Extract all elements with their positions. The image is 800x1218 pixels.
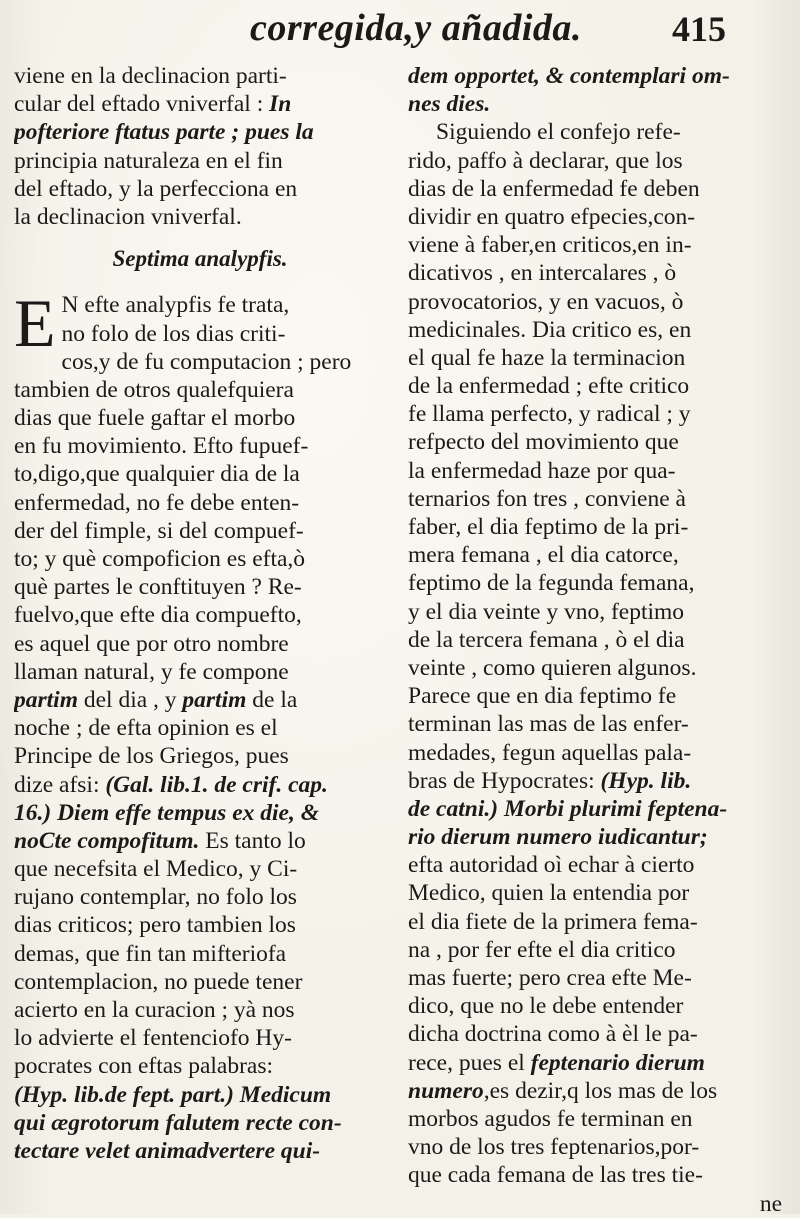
text-line: dico, que no le debe entender — [408, 993, 684, 1020]
text-line: enfermedad, no fe debe enten- — [14, 489, 300, 516]
text-line: cos,y de fu computacion ; pero — [61, 348, 352, 375]
text-line: partim del dia , y partim de la — [14, 686, 298, 713]
text-line: feptimo de la fegunda femana, — [408, 570, 695, 597]
quote-line: de catni.) Morbi plurimi feptena- — [408, 795, 728, 822]
text-line: tambien de otros qualefquiera — [14, 376, 294, 403]
italic-word: partim — [14, 686, 78, 713]
quote-line: tectare velet animadvertere qui- — [14, 1137, 321, 1164]
text-line: de la enfermedad ; efte critico — [408, 373, 690, 400]
text-line: vno de los tres feptenarios,por- — [408, 1134, 700, 1161]
text-line: dize afsi: (Gal. lib.1. de crif. cap. — [14, 771, 328, 798]
text-line: no folo de los dias criti- — [61, 320, 286, 347]
text-line: bras de Hypocrates: (Hyp. lib. — [408, 767, 692, 794]
text-line: dias que fuele gaftar el morbo — [14, 405, 296, 432]
text-line: el qual fe haze la terminacion — [408, 344, 686, 371]
text-line: ternarios fon tres , conviene à — [408, 485, 686, 512]
text-line: que necefsita el Medico, y Ci- — [14, 856, 298, 883]
quote-line: nes dies. — [408, 91, 491, 118]
citation: (Hyp. lib.de fept. part.) Medicum — [14, 1081, 332, 1108]
text-line: principia naturaleza en el fin — [14, 147, 283, 174]
citation: (Hyp. lib. — [600, 767, 692, 794]
text-line: rido, paffo à declarar, que los — [408, 147, 683, 174]
italic-word: In — [269, 91, 292, 118]
citation: (Gal. lib.1. de crif. cap. — [105, 771, 328, 798]
text-line: Principe de los Griegos, pues — [14, 743, 289, 770]
text-line: pocrates con eftas palabras: — [14, 1053, 274, 1080]
quote-line: qui ægrotorum falutem recte con- — [14, 1109, 342, 1136]
text-line: Siguiendo el confejo refe- — [436, 119, 681, 146]
italic-word: numero — [408, 1077, 484, 1104]
text-line: llaman natural, y fe compone — [14, 658, 289, 685]
section-heading: Septima analypfis. — [112, 246, 288, 272]
text-line: rujano contemplar, no folo los — [14, 884, 297, 911]
text-line: der del fimple, si del compuef- — [14, 517, 304, 544]
text-line: morbos agudos fe terminan en — [408, 1105, 693, 1132]
quote-line: noCte compofitum. — [14, 827, 200, 854]
italic-word: feptenario dierum — [530, 1049, 705, 1076]
text-line: na , por fer efte el dia critico — [408, 936, 676, 963]
text-line: demas, que fin tan mifteriofa — [14, 940, 287, 967]
text-line: noCte compofitum. Es tanto lo — [14, 827, 306, 854]
running-head: corregida,y añadida. — [250, 7, 582, 49]
text-line: mas fuerte; pero crea efte Me- — [408, 965, 692, 991]
drop-cap-initial: E — [14, 285, 56, 362]
text-line: noche ; de efta opinion es el — [14, 715, 278, 742]
text-line: pofteriore ftatus parte ; pues la — [14, 119, 314, 146]
text-line: del eftado, y la perfecciona en — [14, 175, 298, 202]
text-line: es aquel que por otro nombre — [14, 630, 289, 657]
text-line: la declinacion vniverfal. — [14, 203, 242, 230]
text-line: medicinales. Dia critico es, en — [408, 316, 692, 343]
text-line: Medico, quien la entendia por — [408, 880, 690, 907]
text-line: mera femana , el dia catorce, — [408, 542, 679, 569]
text-line: to,digo,que qualquier dia de la — [14, 461, 300, 488]
italic-word: partim — [182, 686, 247, 713]
catchword: ne — [759, 1190, 782, 1217]
text-line: lo advierte el fentenciofo Hy- — [14, 1025, 292, 1052]
text-line: numero,es dezir,q los mas de los — [408, 1077, 718, 1104]
text-line: veinte , como quieren algunos. — [408, 654, 697, 681]
text-line: rece, pues el feptenario dierum — [408, 1049, 705, 1076]
text-line: terminan las mas de las enfer- — [408, 711, 689, 738]
text-line: provocatorios, y en vacuos, ò — [408, 288, 684, 315]
text-line: dias de la enfermedad fe deben — [408, 175, 700, 202]
text-line: dias criticos; pero tambien los — [14, 912, 296, 939]
text-line: y el dia veinte y vno, feptimo — [408, 598, 685, 625]
text-line: viene en la declinacion parti- — [14, 63, 287, 89]
text-line: viene à faber,en criticos,en in- — [408, 232, 692, 259]
text-line: faber, el dia feptimo de la pri- — [408, 514, 689, 540]
text-line: la enfermedad haze por qua- — [408, 457, 676, 484]
quote-line: rio dierum numero iudicantur; — [408, 824, 708, 851]
text-line: medades, fegun aquellas pala- — [408, 739, 692, 766]
text-line: fe llama perfecto, y radical ; y — [408, 401, 691, 428]
text-line: cular del eftado vniverfal : In — [14, 91, 292, 118]
text-line: dividir en quatro efpecies,con- — [408, 203, 696, 230]
text-line: dicha doctrina como à èl le pa- — [408, 1021, 698, 1048]
left-column — [14, 62, 386, 1165]
text-line: Parece que en dia feptimo fe — [408, 683, 677, 710]
text-line: to; y què compoficion es efta,ò — [14, 546, 306, 572]
text-line: el dia fiete de la primera fema- — [408, 908, 698, 935]
page-number: 415 — [672, 9, 726, 49]
text-line: acierto en la curacion ; yà nos — [14, 997, 295, 1023]
text-line: N efte analypfis fe trata, — [61, 292, 290, 319]
quote-line: dem opportet, & contemplari om- — [408, 63, 730, 89]
text-line: en fu movimiento. Efto fupuef- — [14, 433, 309, 460]
text-line: refpecto del movimiento que — [408, 429, 679, 456]
text-line: fuelvo,que efte dia compuefto, — [14, 602, 302, 629]
text-line: efta autoridad oì echar à cierto — [408, 852, 695, 879]
text-line: de la tercera femana , ò el dia — [408, 626, 685, 653]
quote-line: 16.) Diem effe tempus ex die, & — [14, 799, 319, 826]
text-line: què partes le conftituyen ? Re- — [14, 574, 302, 601]
text-line: contemplacion, no puede tener — [14, 968, 303, 995]
text-line: dicativos , en intercalares , ò — [408, 260, 677, 287]
right-column — [408, 62, 792, 1218]
text-line: que cada femana de las tres tie- — [408, 1162, 703, 1189]
